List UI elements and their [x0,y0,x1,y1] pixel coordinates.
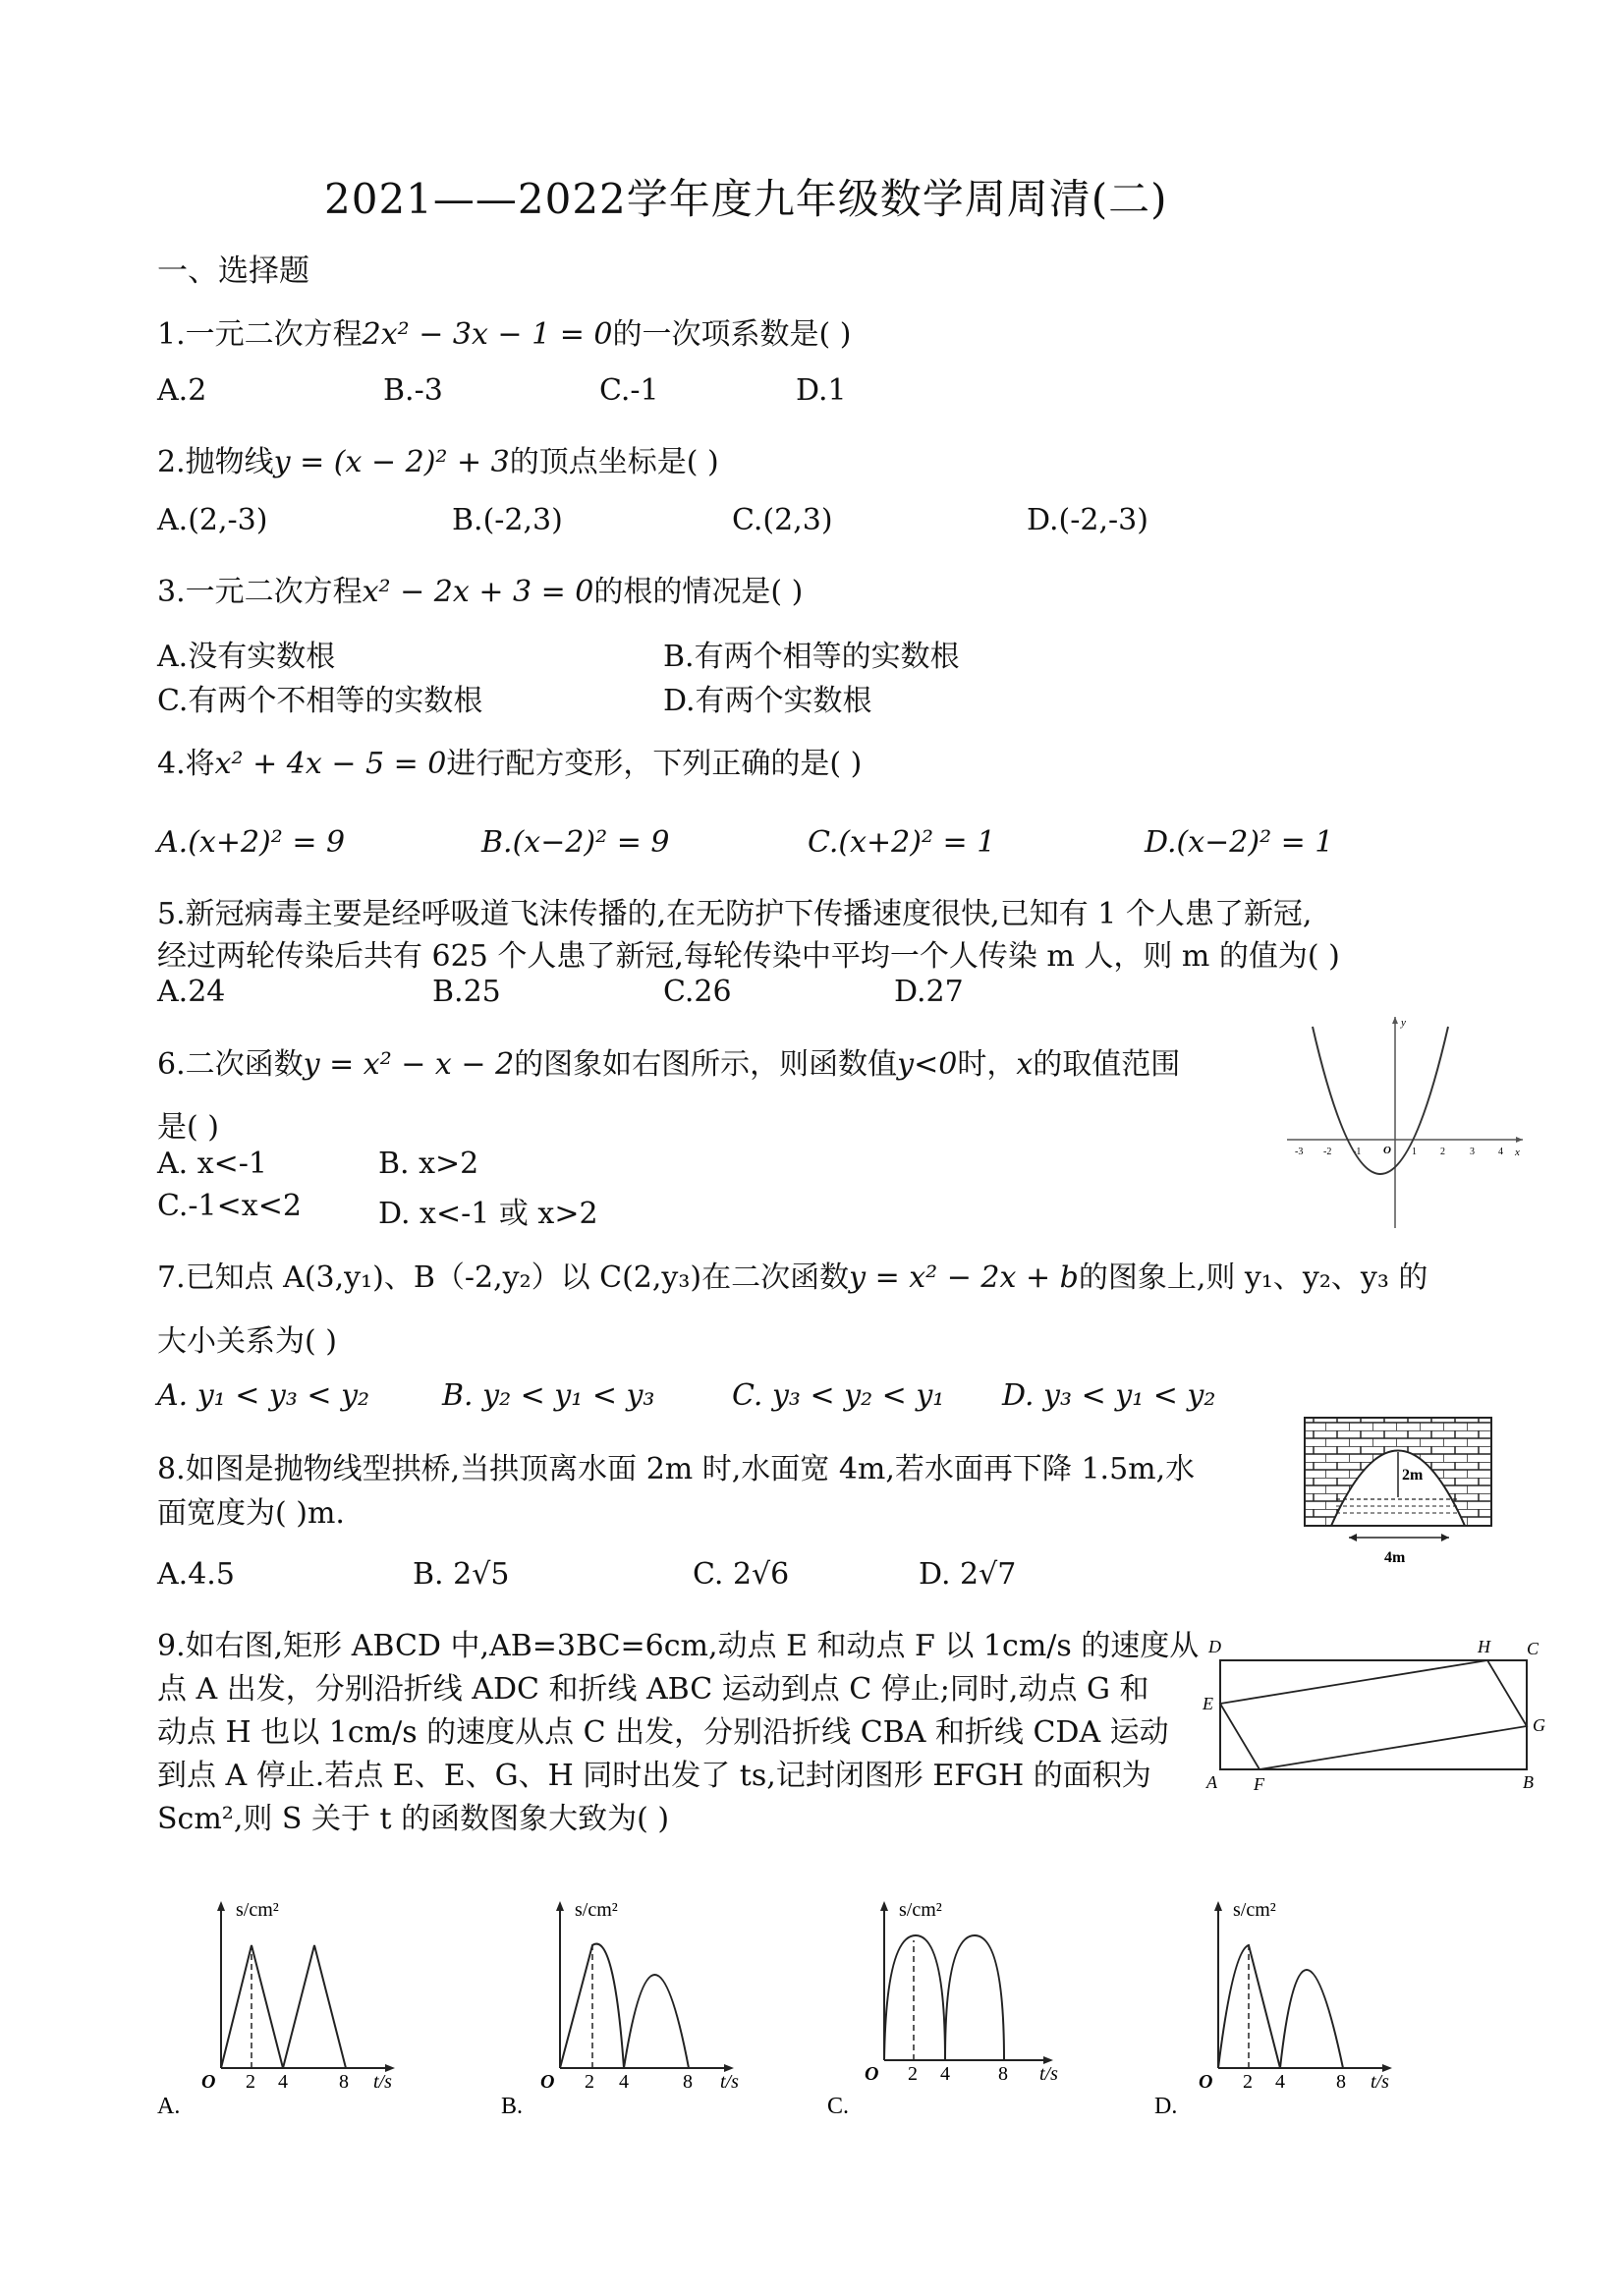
tick-label: 2 [246,2071,255,2093]
tick-label: 2 [1243,2071,1253,2093]
question-text: 2.抛物线 [157,445,274,479]
point-label: F [1254,1774,1264,1794]
point-label: E [1203,1694,1213,1713]
s-axis-label: s/cm² [1233,1899,1276,1921]
question-8-line-1: 8.如图是抛物线型拱桥,当拱顶离水面 2m 时,水面宽 4m,若水面再下降 1.5m,水 [157,1452,1196,1486]
tick-label: 4 [940,2063,950,2085]
option-a: A. y₁ < y₃ < y₂ [157,1378,370,1413]
tick-label: 4 [619,2071,629,2093]
option-b: B. x>2 [378,1147,479,1181]
question-text: 的图象上,则 y₁、y₂、y₃ 的 [1078,1260,1428,1295]
question-9-line: Scm²,则 S 关于 t 的函数图象大致为( ) [157,1802,670,1836]
t-axis-label: t/s [373,2071,392,2093]
question-text: 的取值范围 [1033,1047,1181,1082]
origin-label: O [540,2071,555,2093]
question-6-line-2: 是( ) [157,1110,219,1145]
formula: y = x² − 2x + b [849,1260,1079,1295]
parabola-graph [1277,1012,1533,1238]
y-axis-arrow [1392,1017,1398,1024]
origin-label: O [1199,2071,1213,2093]
s-axis-arrow [217,1901,225,1911]
tick-label: 8 [339,2071,349,2093]
question-8-line-2: 面宽度为( )m. [157,1496,345,1531]
width-label: 4m [1384,1549,1406,1566]
option-a: A.(x+2)² = 9 [157,825,346,860]
s-axis-arrow [556,1901,564,1911]
origin-label: O [201,2071,216,2093]
option-c: C.(x+2)² = 1 [808,825,996,860]
t-axis-label: t/s [1039,2063,1058,2085]
tick-label: 8 [998,2063,1008,2085]
question-text: 的顶点坐标是( ) [509,445,719,479]
point-label: D [1208,1637,1221,1656]
arrow-left [1349,1534,1357,1541]
question-text: 时， [957,1047,1017,1082]
condition: y<0 [897,1047,958,1082]
question-text: 的一次项系数是( ) [612,317,852,352]
option-a: A.4.5 [157,1557,235,1592]
option-d: D.有两个实数根 [663,684,872,718]
arrow-right [1441,1534,1449,1541]
question-4 [157,739,862,782]
option-a: A.(2,-3) [157,503,268,537]
arch-bridge-figure [1302,1415,1498,1572]
option-c: C.-1 [599,373,659,408]
variable: x [1016,1047,1034,1082]
tick-label: 4 [1275,2071,1285,2093]
tick-label: 2 [1440,1147,1445,1157]
point-label: G [1533,1715,1545,1735]
option-c: C. y₃ < y₂ < y₁ [732,1378,945,1413]
area-curve [884,1935,1004,2060]
area-curve [1218,1945,1343,2068]
question-9-line: 到点 A 停止.若点 E、E、G、H 同时出发了 ts,记封闭图形 EFGH 的面积为 [157,1759,1151,1793]
formula: y = (x − 2)² + 3 [273,445,510,479]
option-label: B. [501,2094,524,2117]
question-7-line-2: 大小关系为( ) [157,1324,337,1359]
question-7 [157,1253,1427,1296]
option-c: C.-1<x<2 [157,1189,302,1223]
option-b: B.25 [432,975,501,1009]
option-c: C.有两个不相等的实数根 [157,684,483,718]
s-axis-label: s/cm² [575,1899,618,1921]
question-9-line: 动点 H 也以 1cm/s 的速度从点 C 出发，分别沿折线 CBA 和折线 CDA 运动 [157,1715,1169,1750]
question-text: 7.已知点 A(3,y₁)、B（-2,y₂）以 C(2,y₃)在二次函数 [157,1260,850,1295]
formula: y = x² − x − 2 [303,1047,515,1082]
question-2 [157,437,719,480]
point-label: C [1527,1639,1539,1658]
point-label: B [1523,1772,1534,1792]
option-graph-a [147,1891,413,2117]
area-curve [560,1944,689,2068]
option-graph-c [825,1891,1091,2117]
origin-label: O [1383,1145,1391,1156]
option-d: D.1 [796,373,847,408]
option-graph-b [496,1891,761,2117]
question-9-line: 9.如右图,矩形 ABCD 中,AB=3BC=6cm,动点 E 和动点 F 以 1cm/s 的速度从 [157,1629,1200,1663]
y-axis-label: y [1401,1017,1406,1029]
option-a: A.没有实数根 [157,640,336,674]
question-text: 1.一元二次方程 [157,317,363,352]
option-c: C.(2,3) [732,503,833,537]
rectangle-figure [1199,1631,1562,1798]
tick-label: -3 [1295,1147,1304,1157]
formula: 2x² − 3x − 1 = 0 [362,317,613,352]
tick-label: 3 [1470,1147,1475,1157]
option-c: C.26 [663,975,732,1009]
question-text: 6.二次函数 [157,1047,304,1082]
question-5-line-1: 5.新冠病毒主要是经呼吸道飞沫传播的,在无防护下传播速度很快,已知有 1 个人患了新冠, [157,897,1313,931]
tick-label: 4 [1498,1147,1503,1157]
page-title: 2021——2022学年度九年级数学周周清(二) [324,175,1168,223]
s-axis-label: s/cm² [899,1899,942,1921]
parabola-curve [1313,1027,1448,1174]
formula: x² − 2x + 3 = 0 [362,575,594,609]
rectangle-abcd [1220,1660,1527,1769]
formula: x² + 4x − 5 = 0 [214,747,447,781]
option-label: C. [827,2094,850,2117]
tick-label: 2 [585,2071,594,2093]
option-b: B.-3 [383,373,443,408]
s-axis-arrow [880,1901,888,1911]
question-text: 的图象如右图所示，则函数值 [514,1047,898,1082]
section-heading: 一、选择题 [157,253,309,289]
question-6 [157,1039,1180,1083]
s-axis-arrow [1214,1901,1222,1911]
s-axis-label: s/cm² [236,1899,279,1921]
option-a: A.24 [157,975,226,1009]
origin-label: O [865,2063,879,2085]
question-3 [157,567,803,610]
option-b: B. y₂ < y₁ < y₃ [442,1378,655,1413]
tick-label: 2 [908,2063,918,2085]
option-label: D. [1154,2094,1178,2117]
option-graph-d [1145,1891,1410,2117]
option-d: D.27 [894,975,964,1009]
option-d: D. y₃ < y₁ < y₂ [1002,1378,1216,1413]
area-curve [221,1945,346,2068]
option-b: B.有两个相等的实数根 [663,640,960,674]
question-text: 的根的情况是( ) [593,575,804,609]
option-a: A.2 [157,373,207,408]
tick-label: 8 [683,2071,693,2093]
option-d: D.(x−2)² = 1 [1145,825,1334,860]
t-axis-label: t/s [720,2071,739,2093]
tick-label: 4 [278,2071,288,2093]
option-a: A. x<-1 [157,1147,268,1181]
t-axis-label: t/s [1371,2071,1389,2093]
option-d: D.(-2,-3) [1027,503,1148,537]
tick-label: 1 [1412,1147,1417,1157]
option-b: B.(-2,3) [452,503,563,537]
question-5-line-2: 经过两轮传染后共有 625 个人患了新冠,每轮传染中平均一个人传染 m 人，则 m 的值为( ) [157,939,1340,974]
option-b: B. 2√5 [413,1557,510,1592]
option-label: A. [157,2094,181,2117]
x-axis-arrow [1516,1137,1523,1143]
question-text: 进行配方变形，下列正确的是( ) [446,747,863,781]
option-d: D. 2√7 [919,1557,1017,1592]
question-text: 3.一元二次方程 [157,575,363,609]
option-b: B.(x−2)² = 9 [481,825,670,860]
tick-label: 8 [1336,2071,1346,2093]
height-label: 2m [1402,1467,1424,1484]
option-d: D. x<-1 或 x>2 [378,1197,598,1231]
quadrilateral-efgh [1220,1660,1527,1769]
option-c: C. 2√6 [693,1557,790,1592]
question-text: 4.将 [157,747,215,781]
point-label: A [1206,1772,1217,1792]
point-label: H [1478,1637,1490,1656]
tick-label: -2 [1323,1147,1332,1157]
x-axis-label: x [1515,1147,1520,1158]
question-9-line: 点 A 出发，分别沿折线 ADC 和折线 ABC 运动到点 C 停止;同时,动点 G 和 [157,1672,1149,1707]
tick-label: -1 [1353,1147,1362,1157]
question-1 [157,309,851,353]
